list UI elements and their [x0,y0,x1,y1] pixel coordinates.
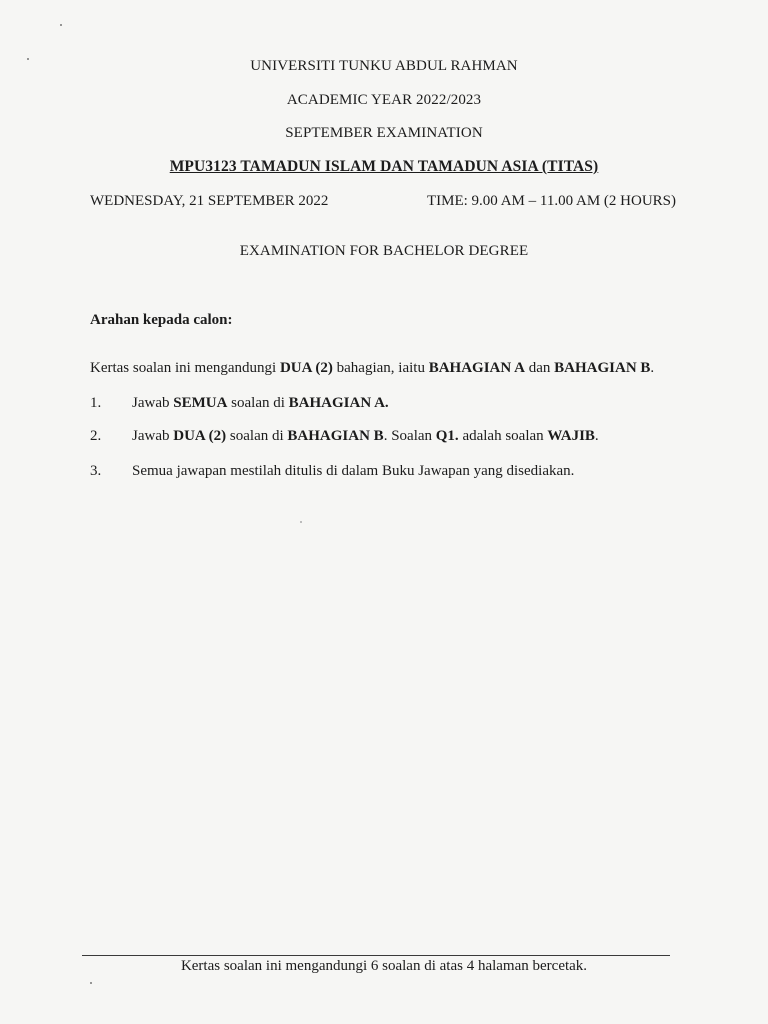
item-text: soalan di [226,428,288,444]
item-number: 3. [90,463,102,479]
item-bold: BAHAGIAN B [287,428,384,444]
exam-type: EXAMINATION FOR BACHELOR DEGREE [239,243,529,259]
intro-text-1: Kertas soalan ini mengandungi [90,360,280,376]
item-text: soalan di [227,395,289,411]
instruction-item-2 [90,428,599,445]
university-name: UNIVERSITI TUNKU ABDUL RAHMAN [250,58,518,74]
scan-speck [300,521,302,523]
scan-speck [27,58,29,60]
intro-bold-1: DUA (2) [279,360,333,376]
item-bold: DUA (2) [173,428,227,444]
item-text: . [594,428,599,444]
exam-date: WEDNESDAY, 21 SEPTEMBER 2022 [90,193,329,209]
academic-year: ACADEMIC YEAR 2022/2023 [286,92,482,108]
course-title: MPU3123 TAMADUN ISLAM DAN TAMADUN ASIA (TITAS) [169,158,599,175]
item-bold: WAJIB [547,428,595,444]
scan-speck [90,982,92,984]
date-time-row [90,193,676,210]
exam-time: TIME: 9.00 AM – 11.00 AM (2 HOURS) [426,193,676,209]
exam-session: SEPTEMBER EXAMINATION [285,125,483,141]
intro-bold-3: BAHAGIAN B [554,360,651,376]
item-text: Jawab [132,428,174,444]
item-text: adalah soalan [458,428,548,444]
instructions-heading: Arahan kepada calon: [90,312,233,328]
instruction-item-3 [90,463,574,480]
instruction-item-1 [90,395,389,412]
item-number: 2. [90,428,102,444]
scan-speck [60,24,62,26]
intro-text-3: dan [524,360,555,376]
intro-bold-2: BAHAGIAN A [428,360,525,376]
item-bold: SEMUA [173,395,228,411]
instructions-intro [90,360,690,377]
item-text: . Soalan [383,428,436,444]
intro-text-2: bahagian, iaitu [332,360,429,376]
item-text: Semua jawapan mestilah ditulis di dalam Buku Jawapan yang disediakan. [132,463,575,479]
item-number: 1. [90,395,102,411]
item-bold: BAHAGIAN A. [288,395,389,411]
intro-text-4: . [650,360,655,376]
item-text: Jawab [132,395,174,411]
item-bold: Q1. [435,428,459,444]
footer-divider [82,955,670,956]
footer-note: Kertas soalan ini mengandungi 6 soalan di atas 4 halaman bercetak. [180,958,588,974]
